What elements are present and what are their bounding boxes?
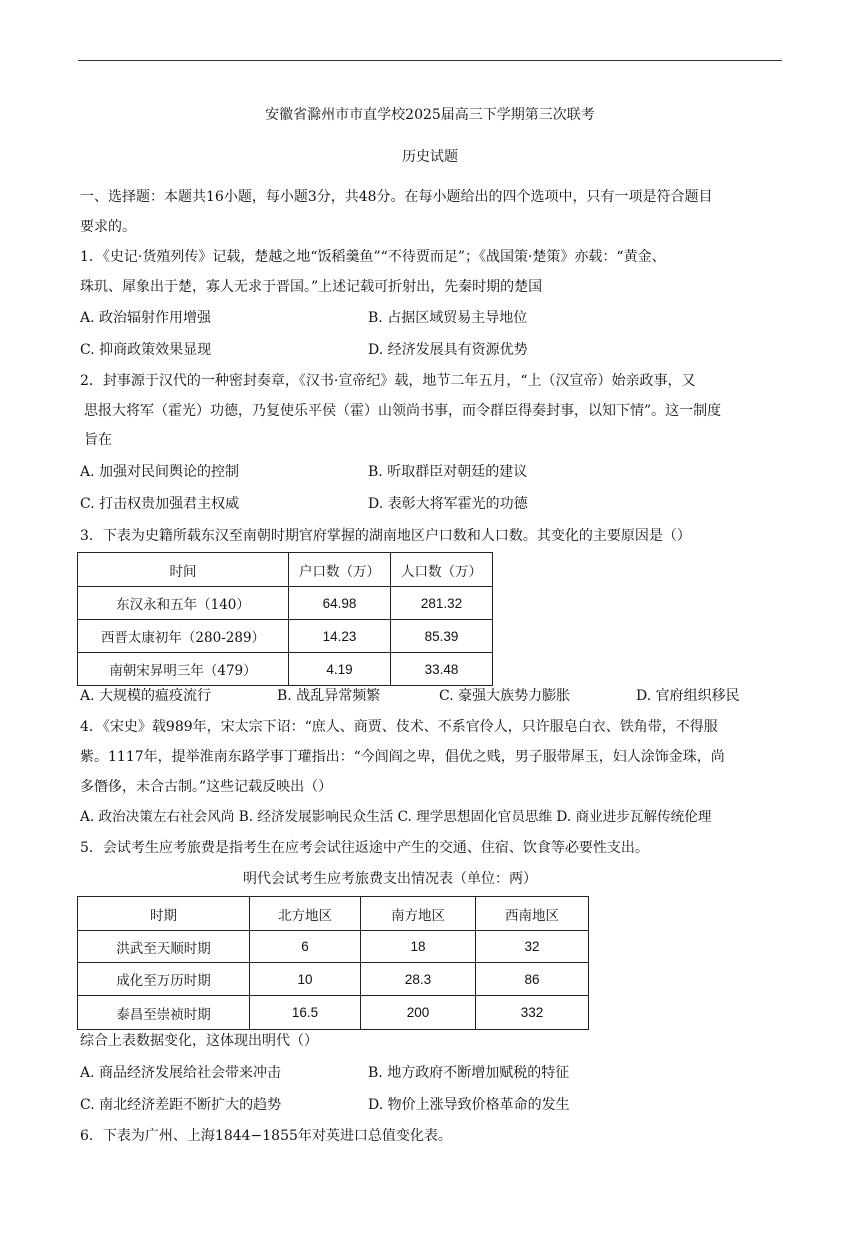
table-cell: 86 [476,963,589,996]
table-cell: 洪武至天顺时期 [78,931,250,963]
table-cell: 4.19 [289,653,391,686]
table-cell: 85.39 [391,620,493,653]
exam-title: 安徽省滁州市市直学校2025届高三下学期第三次联考 [265,107,595,123]
q1-option-c: C. 抑商政策效果显现 [80,342,212,358]
q4-stem-line2: 紫。1117年，提举淮南东路学事丁瓘指出：“今闾阎之卑，倡优之贱，男子服带犀玉，妇人涂饰金珠，尚 [80,749,725,765]
q5-header-cell: 西南地区 [476,897,589,931]
q5-data-table [77,896,589,1030]
q1-stem-line1: 1．《史记·货殖列传》记载，楚越之地“饭稻羹鱼”“不待贾而足”；《战国策·楚策》亦载：“黄金、 [80,249,666,265]
q3-header-cell: 人口数（万） [391,553,493,587]
section-instructions-line1: 一、选择题：本题共16小题，每小题3分，共48分。在每小题给出的四个选项中，只有一项是符合题目 [80,189,713,205]
q5-header-cell: 南方地区 [361,897,476,931]
table-cell: 332 [476,996,589,1030]
q3-option-d: D. 官府组织移民 [636,688,740,704]
table-cell: 6 [250,931,361,963]
q1-option-d: D. 经济发展具有资源优势 [368,342,528,358]
table-cell: 28.3 [361,963,476,996]
table-row [78,931,589,963]
table-row [78,963,589,996]
q5-option-b: B. 地方政府不断增加赋税的特征 [368,1065,570,1081]
q5-header-cell: 北方地区 [250,897,361,931]
q5-table-caption: 明代会试考生应考旅费支出情况表（单位：两） [243,871,537,887]
q2-stem-line3: 旨在 [84,432,112,448]
q3-header-cell: 户口数（万） [289,553,391,587]
q5-option-c: C. 南北经济差距不断扩大的趋势 [80,1097,282,1113]
q5-stem: 5．会试考生应考旅费是指考生在应考会试往返途中产生的交通、住宿、饮食等必要性支出。 [80,840,649,856]
table-cell: 14.23 [289,620,391,653]
table-cell: 南朝宋昇明三年（479） [78,653,289,686]
q3-data-table [77,552,493,686]
exam-subject: 历史试题 [402,149,458,165]
table-row [78,587,493,620]
q5-header-cell: 时期 [78,897,250,931]
q3-table-header-row [78,553,493,587]
q3-stem: 3．下表为史籍所载东汉至南朝时期官府掌握的湖南地区户口数和人口数。其变化的主要原因是（） [80,528,691,544]
q5-option-a: A. 商品经济发展给社会带来冲击 [80,1065,282,1081]
table-row [78,996,589,1030]
q3-option-c: C. 豪强大族势力膨胀 [439,688,571,704]
q4-stem-line1: 4．《宋史》载989年，宋太宗下诏：“庶人、商贾、伎术、不系官伶人，只许服皂白衣、铁角带，不得服 [80,719,718,735]
table-row [78,620,493,653]
table-row [78,653,493,686]
table-cell: 西晋太康初年（280-289） [78,620,289,653]
table-cell: 东汉永和五年（140） [78,587,289,620]
table-cell: 10 [250,963,361,996]
q2-option-b: B. 听取群臣对朝廷的建议 [368,464,528,480]
table-cell: 32 [476,931,589,963]
section-instructions-line2: 要求的。 [80,219,136,235]
q2-stem-line2: 思报大将军（霍光）功德，乃复使乐平侯（霍）山领尚书事，而令群臣得奏封事，以知下情”。这一制度 [84,403,722,419]
q2-option-d: D. 表彰大将军霍光的功德 [368,496,528,512]
table-cell: 16.5 [250,996,361,1030]
table-cell: 64.98 [289,587,391,620]
q5-follow-up: 综合上表数据变化，这体现出明代（） [80,1033,318,1049]
q1-option-a: A. 政治辐射作用增强 [80,310,212,326]
q3-option-b: B. 战乱异常频繁 [277,688,381,704]
table-cell: 200 [361,996,476,1030]
q1-stem-line2: 珠玑、犀象出于楚，寡人无求于晋国。”上述记载可折射出，先秦时期的楚国 [80,279,543,295]
q2-option-c: C. 打击权贵加强君主权威 [80,496,240,512]
table-cell: 18 [361,931,476,963]
q4-options: A. 政治决策左右社会风尚 B. 经济发展影响民众生活 C. 理学思想固化官员思维 D. 商业进步瓦解传统伦理 [80,809,712,825]
q5-option-d: D. 物价上涨导致价格革命的发生 [368,1097,570,1113]
table-cell: 281.32 [391,587,493,620]
q1-option-b: B. 占据区域贸易主导地位 [368,310,528,326]
q5-table-header-row [78,897,589,931]
q6-stem: 6．下表为广州、上海1844−1855年对英进口总值变化表。 [80,1128,452,1144]
q2-stem-line1: 2．封事源于汉代的一种密封奏章，《汉书·宣帝纪》载，地节二年五月，“上（汉宣帝）始亲政事，又 [80,373,696,389]
q3-header-cell: 时间 [78,553,289,587]
header-rule [78,60,782,61]
q2-option-a: A. 加强对民间舆论的控制 [80,464,240,480]
table-cell: 成化至万历时期 [78,963,250,996]
q3-option-a: A. 大规模的瘟疫流行 [80,688,212,704]
table-cell: 泰昌至崇祯时期 [78,996,250,1030]
q4-stem-line3: 多僭侈，未合古制。”这些记载反映出（） [80,779,333,795]
table-cell: 33.48 [391,653,493,686]
